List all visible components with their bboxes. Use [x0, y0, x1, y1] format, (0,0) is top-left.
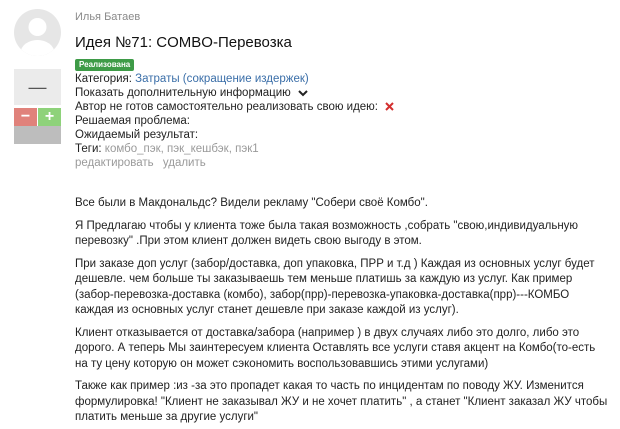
result-label: Ожидаемый результат:: [75, 129, 199, 141]
idea-description: [75, 196, 610, 429]
avatar: [14, 9, 61, 56]
category-row: [75, 72, 605, 86]
edit-link[interactable]: редактировать: [75, 157, 154, 169]
more-info-toggle[interactable]: [75, 86, 605, 100]
description-paragraph: Все были в Макдональдс? Видели рекламу "Собери своё Комбо".: [75, 197, 428, 209]
status-badge: Реализована: [75, 59, 134, 71]
more-info-label[interactable]: Показать дополнительную информацию: [75, 87, 291, 99]
author-readiness-row: [75, 100, 605, 114]
vote-up-button[interactable]: +: [38, 108, 61, 126]
category-link[interactable]: Затраты (сокращение издержек): [135, 73, 309, 85]
description-paragraph: Клиент отказывается от доставка/забора (например ) в двух случаях либо это долго, либо это дорого. А теперь Мы заинтересуем клиента Оставлять все услуги ставя акцент на Комбо(то-есть на ту цену которую он может сэкономить воспользовавшись этими услугами): [75, 326, 596, 370]
user-silhouette-icon: [14, 9, 61, 56]
tag-link[interactable]: комбо_пэк,: [104, 143, 164, 155]
description-paragraph: Я Предлагаю чтобы у клиента тоже была такая возможность ,собрать "свою,индивидуальную перевозку" .При этом клиент должен видеть свою выгоду в этом.: [75, 219, 579, 247]
author-name[interactable]: Илья Батаев: [75, 11, 141, 23]
vote-column: [14, 9, 61, 144]
author-readiness-label: Автор не готов самостоятельно реализовать свою идею:: [75, 101, 379, 113]
category-label: Категория:: [75, 73, 132, 85]
tags-row: [75, 142, 605, 156]
idea-actions: [75, 156, 605, 170]
chevron-down-icon[interactable]: [298, 89, 308, 97]
vote-down-button[interactable]: −: [14, 108, 37, 126]
problem-label: Решаемая проблема:: [75, 115, 190, 127]
vote-bar: [14, 126, 61, 144]
cross-icon: [385, 102, 394, 111]
delete-link[interactable]: удалить: [162, 157, 206, 169]
tag-link[interactable]: пэк1: [235, 143, 259, 155]
description-paragraph: При заказе доп услуг (забор/доставка, доп упаковка, ПРР и т.д ) Каждая из основных услуг будет дешевле. чем больше ты заказываешь тем меньше платишь за каждую из услуг. Как пример (забор-перевозка-доставка (комбо), забор(прр)-перевозка-упаковка-доставка(прр)---КОМБО каждая из основных услуг станет дешевле при заказе каждой из услуг).: [75, 257, 595, 316]
tags-label: Теги:: [75, 143, 102, 155]
description-paragraph: Также как пример :из -за это пропадет какая то часть по инцидентам по поводу ЖУ. Изменится формулировка! "Клиент не заказывал ЖУ и не хочет платить" , а станет "Клиент заказал ЖУ чтобы платить меньше за другие услуги": [75, 380, 608, 423]
idea-meta: [75, 11, 605, 170]
page-title: Идея №71: COMBO-Перевозка: [75, 34, 292, 51]
vote-score: —: [14, 69, 61, 105]
tag-link[interactable]: пэк_кешбэк,: [167, 143, 232, 155]
